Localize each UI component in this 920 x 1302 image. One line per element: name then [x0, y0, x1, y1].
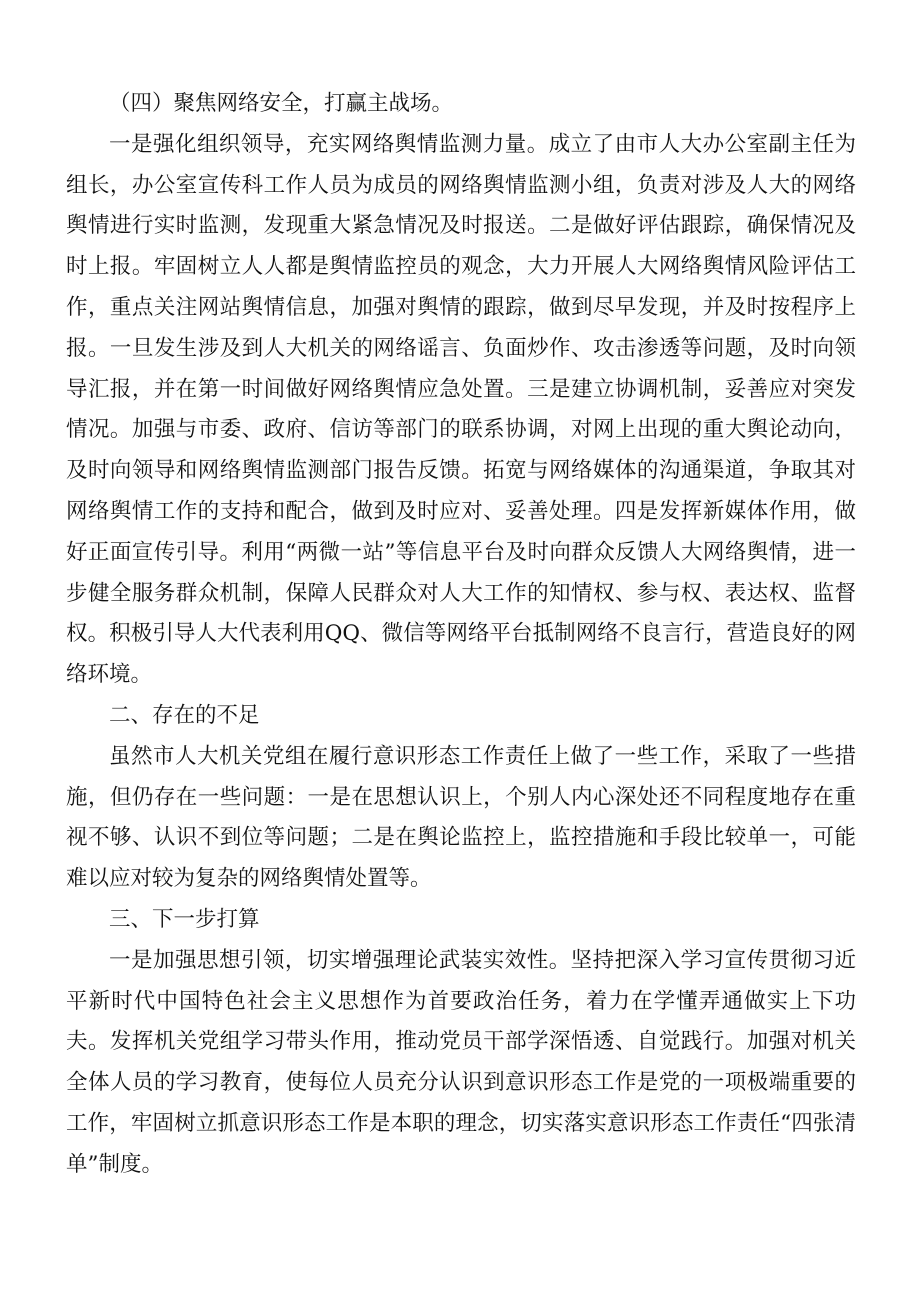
- section-2-body: 虽然市人大机关党组在履行意识形态工作责任上做了一些工作，采取了一些措施，但仍存在一些问题：一是在思想认识上，个别人内心深处还不同程度地存在重视不够、认识不到位等问题；二是在舆论监控上，监控措施和手段比较单一，可能难以应对较为复杂的网络舆情处置等。: [66, 743, 856, 892]
- document-page: [66, 84, 856, 1186]
- section-4-body: 一是强化组织领导，充实网络舆情监测力量。成立了由市人大办公室副主任为组长，办公室宣传科工作人员为成员的网络舆情监测小组，负责对涉及人大的网络舆情进行实时监测，发现重大紧急情况及时报送。二是做好评估跟踪，确保情况及时上报。牢固树立人人都是舆情监控员的观念，大力开展人大网络舆情风险评估工作，重点关注网站舆情信息，加强对舆情的跟踪，做到尽早发现，并及时按程序上报。一旦发生涉及到人大机关的网络谣言、负面炒作、攻击渗透等问题，及时向领导汇报，并在第一时间做好网络舆情应急处置。三是建立协调机制，妥善应对突发情况。加强与市委、政府、信访等部门的联系协调，对网上出现的重大舆论动向，及时向领导和网络舆情监测部门报告反馈。拓宽与网络媒体的沟通渠道，争取其对网络舆情工作的支持和配合，做到及时应对、妥善处理。四是发挥新媒体作用，做好正面宣传引导。利用“两微一站”等信息平台及时向群众反馈人大网络舆情，进一步健全服务群众机制，保障人民群众对人大工作的知情权、参与权、表达权、监督权。积极引导人大代表利用QQ、微信等网络平台抵制网络不良言行，营造良好的网络环境。: [66, 131, 856, 688]
- section-3-heading: 三、下一步打算: [109, 906, 260, 932]
- section-3-body: 一是加强思想引领，切实增强理论武装实效性。坚持把深入学习宣传贯彻习近平新时代中国特色社会主义思想作为首要政治任务，着力在学懂弄通做实上下功夫。发挥机关党组学习带头作用，推动党员干部学深悟透、自觉践行。加强对机关全体人员的学习教育，使每位人员充分认识到意识形态工作是党的一项极端重要的工作，牢固树立抓意识形态工作是本职的理念，切实落实意识形态工作责任“四张清单”制度。: [66, 947, 856, 1177]
- section-4-heading: （四）聚焦网络安全，打赢主战场。: [109, 91, 454, 116]
- section-2-heading: 二、存在的不足: [109, 702, 260, 728]
